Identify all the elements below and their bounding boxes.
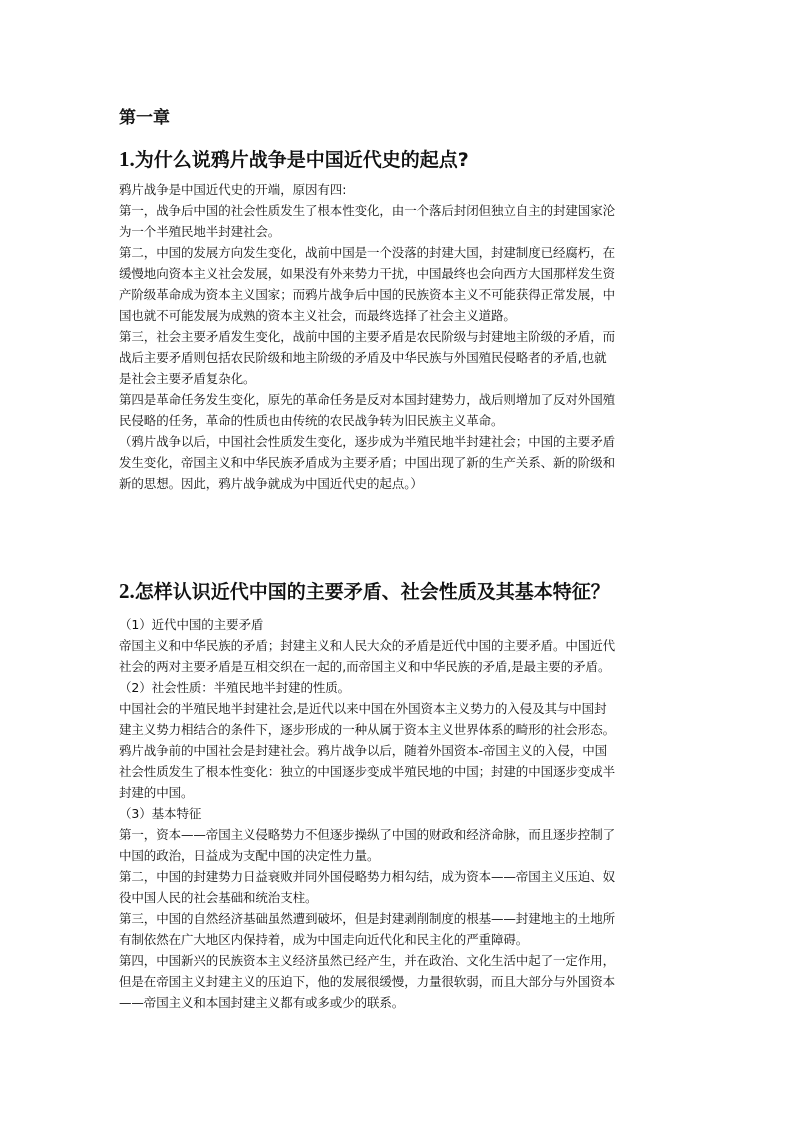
text-line: 社会的两对主要矛盾是互相交织在一起的,而帝国主义和中华民族的矛盾,是最主要的矛盾。	[119, 659, 611, 674]
text-line: 是社会主要矛盾复杂化。	[119, 371, 256, 386]
text-line: 鸦片战争是中国近代史的开端，原因有四:	[119, 182, 347, 197]
text-line: 建主义势力相结合的条件下，逐步形成的一种从属于资本主义世界体系的畸形的社会形态。	[119, 722, 616, 737]
text-line: 中国社会的半殖民地半封建社会,是近代以来中国在外国资本主义势力的入侵及其与中国封	[119, 701, 607, 716]
text-line: ——帝国主义和本国封建主义都有或多或少的联系。	[119, 995, 405, 1010]
question-text: 怎样认识近代中国的主要矛盾、社会性质及其基本特征？	[134, 581, 610, 603]
answer-body	[119, 614, 679, 1013]
text-line: 第一，资本——帝国主义侵略势力不但逐步操纵了中国的财政和经济命脉，而且逐步控制了	[119, 827, 616, 842]
text-line: 役中国人民的社会基础和统治支柱。	[119, 890, 318, 905]
text-line: 封建的中国。	[119, 785, 194, 800]
text-line: 鸦片战争前的中国社会是封建社会。鸦片战争以后，随着外国资本-帝国主义的入侵，中国	[119, 743, 608, 758]
text-line: 社会性质发生了根本性变化：独立的中国逐步变成半殖民地的中国；封建的中国逐步变成半	[119, 764, 616, 779]
text-line: 缓慢地向资本主义社会发展，如果没有外来势力干扰，中国最终也会向西方大国那样发生资	[119, 266, 616, 281]
question-number: 2.	[119, 579, 135, 603]
text-line: 战后主要矛盾则包括农民阶级和地主阶级的矛盾及中华民族与外国殖民侵略者的矛盾,也就	[119, 350, 607, 365]
text-line: 产阶级革命成为资本主义国家；而鸦片战争后中国的民族资本主义不可能获得正常发展，中	[119, 287, 616, 302]
text-line: 为一个半殖民地半封建社会。	[119, 224, 281, 239]
text-line: 第四是革命任务发生变化，原先的革命任务是反对本国封建势力，战后则增加了反对外国殖	[119, 392, 616, 407]
question-text: 为什么说鸦片战争是中国近代史的起点?	[134, 149, 469, 171]
text-line: 国也就不可能发展为成熟的资本主义社会，而最终选择了社会主义道路。	[119, 308, 516, 323]
text-line: （1）近代中国的主要矛盾	[119, 617, 264, 632]
chapter-heading: 第一章	[119, 108, 170, 128]
question-section-1	[119, 146, 679, 494]
text-line: 有制依然在广大地区内保持着，成为中国走向近代化和民主化的严重障碍。	[119, 932, 529, 947]
text-line: 帝国主义和中华民族的矛盾；封建主义和人民大众的矛盾是近代中国的主要矛盾。中国近代	[119, 638, 616, 653]
text-line: 第二，中国的封建势力日益衰败并同外国侵略势力相勾结，成为资本——帝国主义压迫、奴	[119, 869, 616, 884]
text-line: （3）基本特征	[119, 806, 202, 821]
text-line: 第三，社会主要矛盾发生变化，战前中国的主要矛盾是农民阶级与封建地主阶级的矛盾，而	[119, 329, 616, 344]
question-title	[119, 578, 679, 605]
text-line: 第四，中国新兴的民族资本主义经济虽然已经产生，并在政治、文化生活中起了一定作用，	[119, 953, 616, 968]
text-line: 第三，中国的自然经济基础虽然遭到破坏，但是封建剥削制度的根基——封建地主的土地所	[119, 911, 616, 926]
text-line: 发生变化，帝国主义和中华民族矛盾成为主要矛盾；中国出现了新的生产关系、新的阶级和	[119, 455, 616, 470]
text-line: 中国的政治，日益成为支配中国的决定性力量。	[119, 848, 380, 863]
text-line: 新的思想。因此，鸦片战争就成为中国近代史的起点。）	[119, 476, 423, 491]
text-line: 第二，中国的发展方向发生变化，战前中国是一个没落的封建大国，封建制度已经腐朽，在	[119, 245, 616, 260]
question-title	[119, 146, 679, 173]
text-line: 但是在帝国主义封建主义的压迫下，他的发展很缓慢，力量很软弱，而且大部分与外国资本	[119, 974, 616, 989]
text-line: 民侵略的任务，革命的性质也由传统的农民战争转为旧民族主义革命。	[119, 413, 504, 428]
question-section-2	[119, 578, 679, 1013]
question-number: 1.	[119, 147, 135, 171]
answer-body	[119, 179, 679, 494]
text-line: （2）社会性质：半殖民地半封建的性质。	[119, 680, 351, 695]
text-line: （鸦片战争以后，中国社会性质发生变化，逐步成为半殖民地半封建社会；中国的主要矛盾	[119, 434, 616, 449]
text-line: 第一，战争后中国的社会性质发生了根本性变化，由一个落后封闭但独立自主的封建国家沦	[119, 203, 616, 218]
